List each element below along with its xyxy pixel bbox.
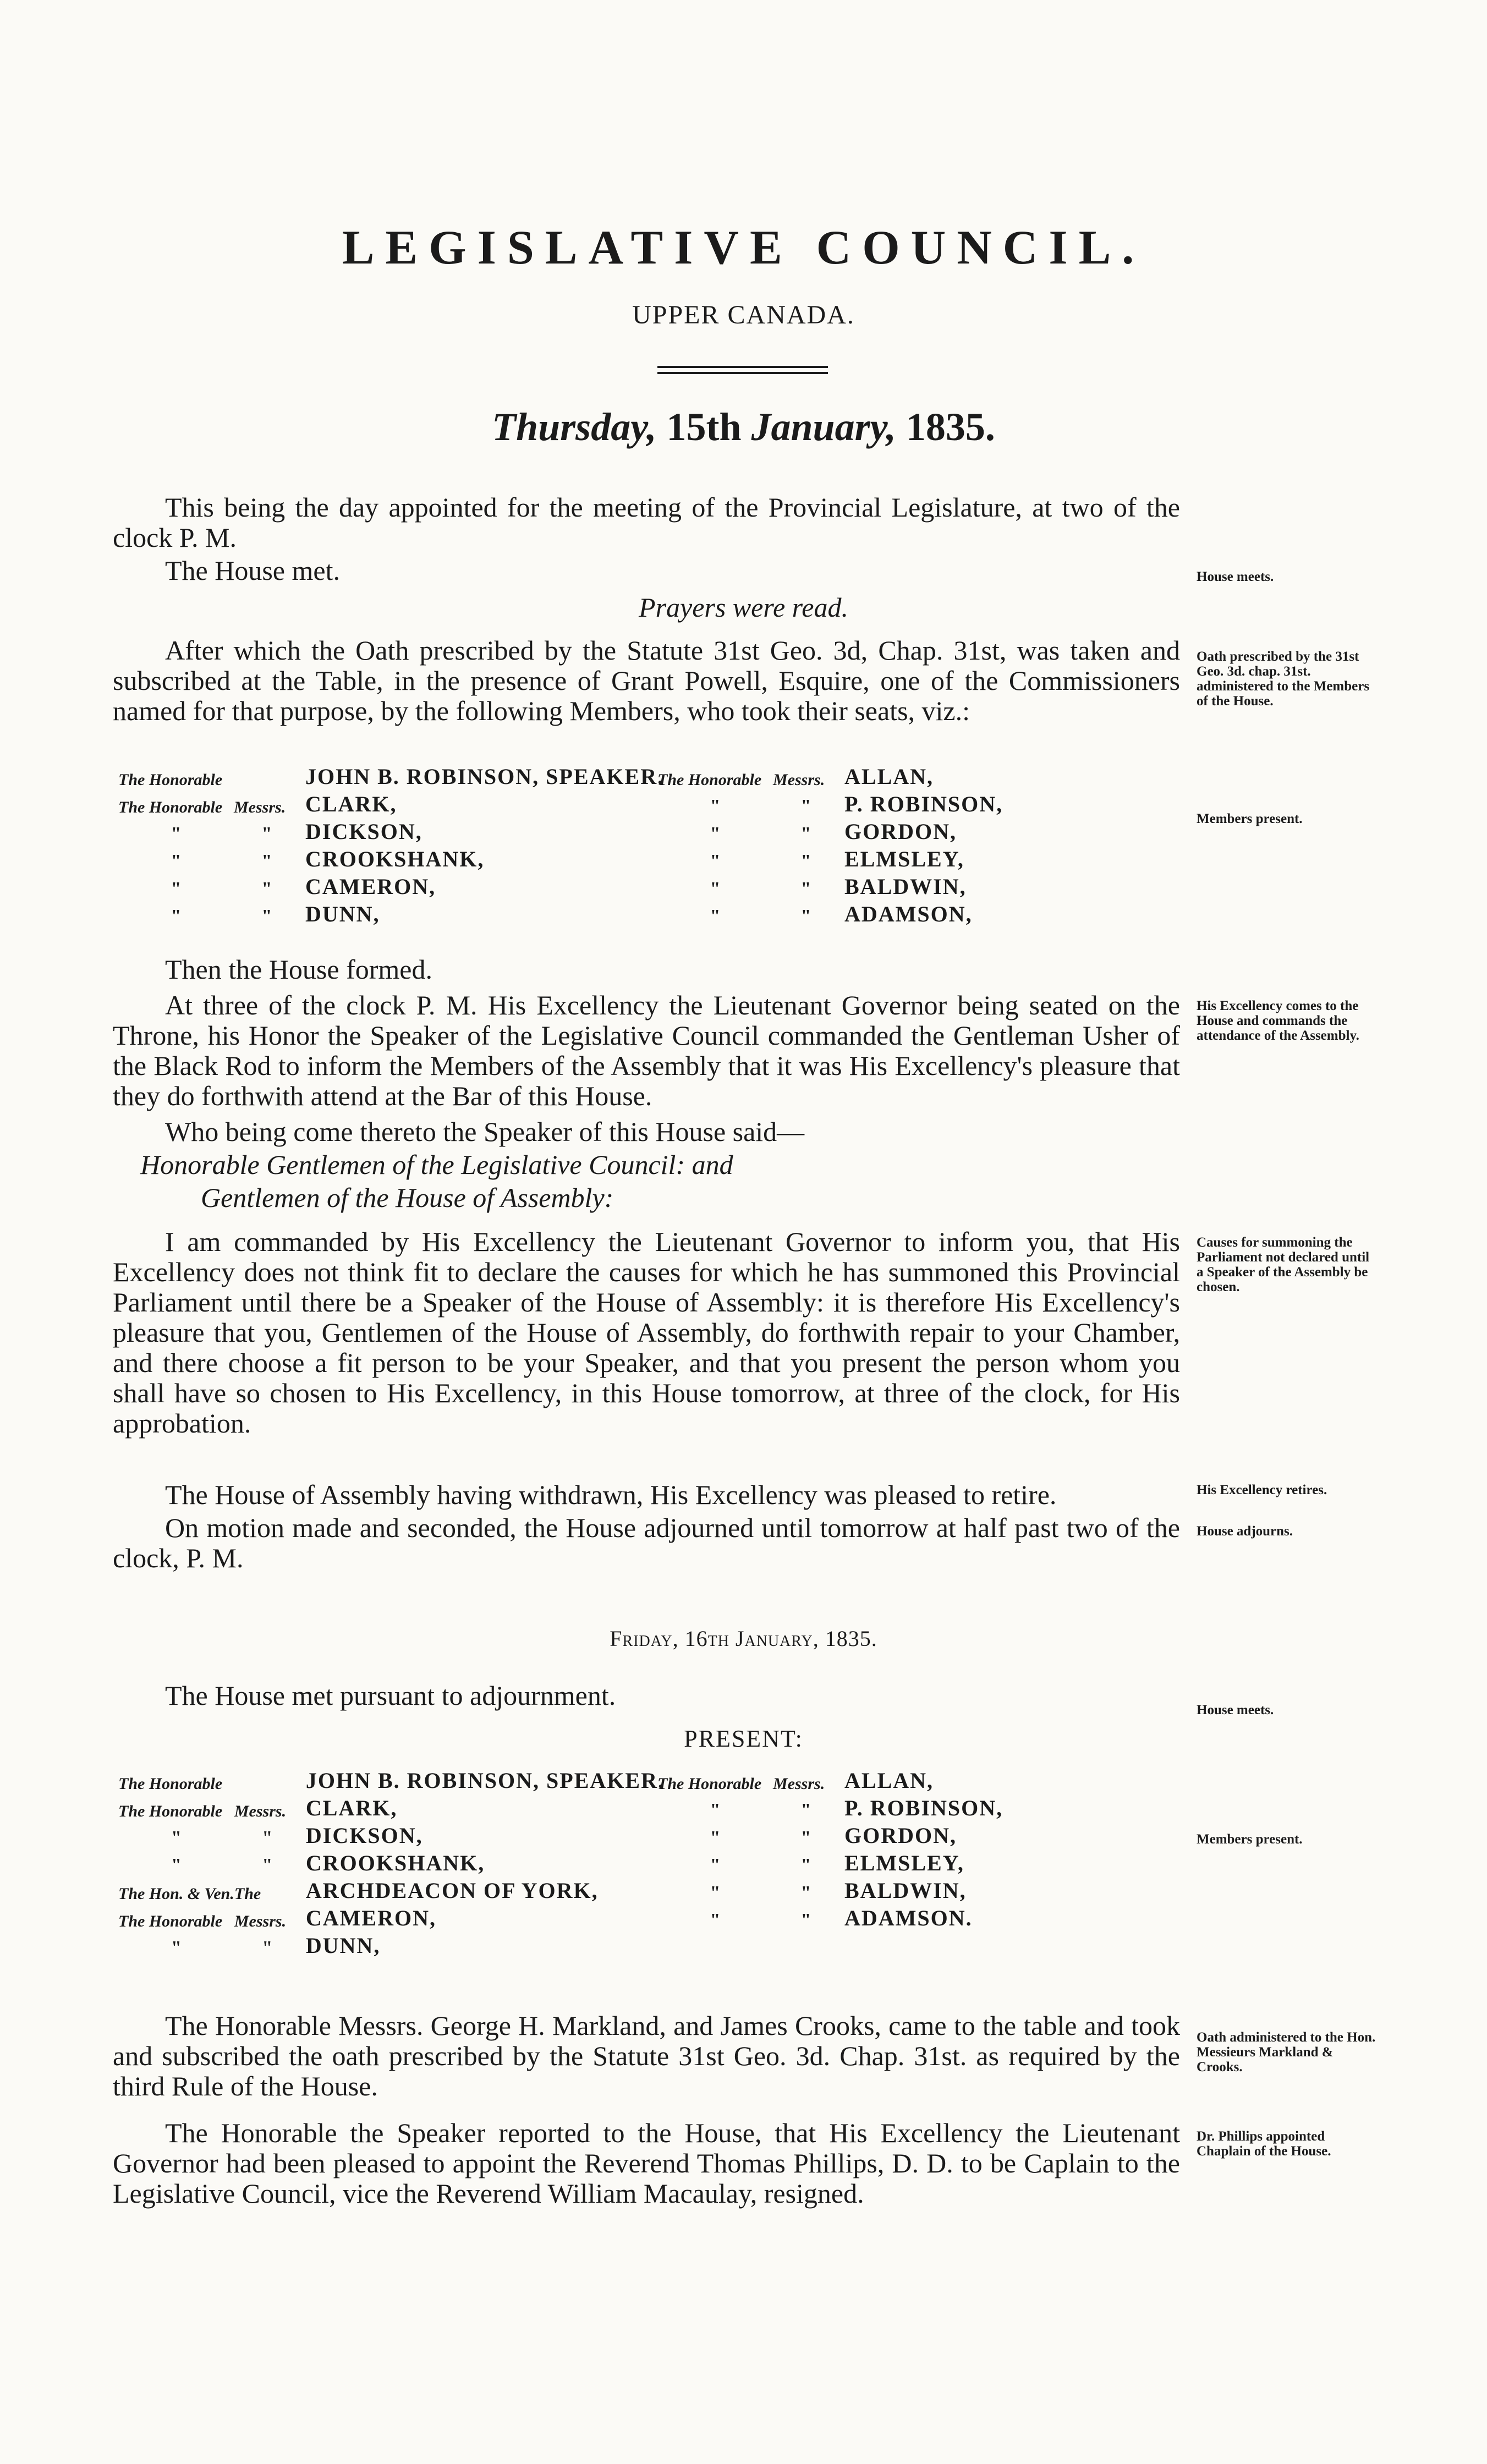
member-honorific: " — [171, 906, 182, 926]
member-honorific: " — [710, 824, 721, 844]
member-name: CAMERON, — [305, 1906, 436, 1930]
member-messrs: " — [261, 851, 272, 871]
member-name: CROOKSHANK, — [305, 1851, 485, 1875]
member-name: DICKSON, — [305, 819, 422, 844]
margin-note-causes: Causes for summoning the Parliament not declared until a Speaker of the Assembly be chosen. — [1197, 1235, 1370, 1294]
margin-note-adjourns: House adjourns. — [1197, 1524, 1293, 1539]
member-messrs: " — [800, 1883, 811, 1903]
margin-note-excellency-comes: His Excellency comes to the House and commands the attendance of the Assembly. — [1197, 998, 1359, 1043]
member-name: P. ROBINSON, — [844, 1796, 1003, 1820]
member-row — [657, 817, 1003, 844]
member-messrs: " — [261, 879, 272, 899]
member-row — [657, 1766, 1003, 1793]
member-messrs: " — [800, 879, 811, 899]
member-honorific: The Honorable — [118, 771, 223, 789]
paragraph-pursuant: The House met pursuant to adjournment. — [165, 1680, 616, 1711]
document-subtitle: UPPER CANADA. — [632, 300, 855, 330]
date-year: 1835. — [906, 405, 995, 449]
member-name: JOHN B. ROBINSON, SPEAKER. — [305, 764, 665, 789]
member-name: ALLAN, — [844, 1768, 934, 1793]
margin-note-phillips: Dr. Phillips appointed Chaplain of the House. — [1197, 2129, 1331, 2159]
member-row — [118, 1793, 665, 1821]
member-row — [118, 789, 664, 817]
member-messrs: " — [800, 1910, 811, 1930]
member-name: ELMSLEY, — [844, 847, 964, 871]
paragraph-markland-crooks: The Honorable Messrs. George H. Markland, and James Crooks, came to the table and took and subscribed the oath prescribed by the Statute 31st Geo. 3d. Chap. 31st. as required by the third Rule of the House. — [113, 2010, 1180, 2101]
member-honorific: The Honorable — [118, 798, 223, 816]
member-row — [118, 1821, 665, 1848]
member-honorific: " — [710, 1883, 721, 1903]
member-messrs: " — [261, 824, 272, 844]
member-row — [657, 1793, 1003, 1821]
members-list-right — [657, 762, 1003, 927]
member-row — [657, 844, 1003, 872]
member-name: DUNN, — [305, 902, 380, 926]
member-honorific: The Honorable — [118, 1775, 223, 1793]
prayers-line: Prayers were read. — [639, 592, 848, 623]
member-name: ADAMSON, — [844, 902, 973, 926]
member-honorific: " — [171, 824, 182, 844]
present-heading: PRESENT: — [684, 1725, 803, 1752]
paragraph-phillips: The Honorable the Speaker reported to the House, that His Excellency the Lieutenant Governor had been pleased to appoint the Reverend Thomas Phillips, D. D. to be Caplain to the Legislative Council, vice the Reverend William Macaulay, resigned. — [113, 2117, 1180, 2209]
margin-note-house-meets: House meets. — [1197, 569, 1274, 584]
member-messrs: " — [800, 1800, 811, 1820]
member-messrs: " — [262, 1855, 273, 1875]
member-row — [118, 844, 664, 872]
member-honorific: " — [710, 879, 721, 899]
member-messrs: " — [262, 1938, 273, 1958]
member-row — [118, 1766, 665, 1793]
margin-note-oath: Oath prescribed by the 31st Geo. 3d. chap. 31st. administered to the Members of the House. — [1197, 649, 1370, 709]
member-row — [657, 789, 1003, 817]
member-messrs: Messrs. — [773, 771, 825, 789]
present-list-left — [118, 1766, 665, 1958]
member-name: GORDON, — [844, 1823, 957, 1848]
member-name: CROOKSHANK, — [305, 847, 485, 871]
date-day: Thursday, — [492, 405, 657, 449]
member-row — [118, 1903, 665, 1931]
member-name: CLARK, — [305, 792, 397, 816]
member-messrs: " — [800, 1855, 811, 1875]
paragraph-oath: After which the Oath prescribed by the Statute 31st Geo. 3d, Chap. 31st, was taken and subscribed at the Table, in the presence of Grant Powell, Esquire, one of the Commissioners named for that purpose, by the following Members, who took their seats, viz.: — [113, 635, 1180, 726]
member-messrs: Messrs. — [773, 1775, 825, 1793]
paragraph-house-formed: Then the House formed. — [165, 954, 432, 985]
member-honorific: " — [171, 879, 182, 899]
margin-note-house-meets-2: House meets. — [1197, 1703, 1274, 1717]
margin-note-members-present-2: Members present. — [1197, 1832, 1303, 1847]
member-honorific: " — [710, 1800, 721, 1820]
member-row — [657, 762, 1003, 789]
date-number: 15th — [666, 405, 742, 449]
paragraph-adjourned: On motion made and seconded, the House adjourned until tomorrow at half past two of the clock, P. M. — [113, 1512, 1180, 1573]
member-honorific: " — [171, 851, 182, 871]
member-name: CLARK, — [305, 1796, 398, 1820]
member-messrs — [234, 762, 300, 789]
members-list-left — [118, 762, 664, 927]
member-name: DUNN, — [305, 1933, 381, 1958]
member-honorific: " — [710, 851, 721, 871]
member-messrs: " — [800, 824, 811, 844]
member-name: JOHN B. ROBINSON, SPEAKER. — [305, 1768, 665, 1793]
title-rule-top — [657, 366, 828, 368]
member-honorific: The Honorable — [657, 1775, 762, 1793]
member-messrs: The — [234, 1885, 261, 1903]
member-row — [657, 1876, 1003, 1903]
member-honorific: " — [710, 1910, 721, 1930]
friday-heading: Friday, 16th January, 1835. — [610, 1626, 877, 1651]
member-name: BALDWIN, — [844, 1878, 967, 1903]
member-name: GORDON, — [844, 819, 957, 844]
member-messrs: " — [800, 851, 811, 871]
member-honorific: " — [171, 1828, 182, 1848]
member-honorific: The Honorable — [118, 1802, 223, 1820]
member-messrs: " — [261, 906, 272, 926]
member-row — [118, 1848, 665, 1876]
member-row — [118, 817, 664, 844]
member-row — [657, 899, 1003, 927]
member-row — [118, 762, 664, 789]
member-honorific: The Honorable — [657, 771, 762, 789]
member-honorific: " — [710, 1855, 721, 1875]
document-title: LEGISLATIVE COUNCIL. — [342, 221, 1145, 275]
member-row — [118, 1876, 665, 1903]
member-messrs: Messrs. — [234, 1802, 287, 1820]
member-messrs: " — [800, 796, 811, 816]
member-name: ARCHDEACON OF YORK, — [305, 1878, 599, 1903]
member-honorific: " — [710, 796, 721, 816]
member-honorific: " — [171, 1855, 182, 1875]
paragraph-speech: I am commanded by His Excellency the Lieutenant Governor to inform you, that His Excellency does not think fit to declare the causes for which he has summoned this Provincial Parliament until there be a Speaker of the House of Assembly: it is therefore His Excellency's pleasure that you, Gentlemen of the House of Assembly, do forthwith repair to your Chamber, and there choose a fit person to be your Speaker, and that you present the person whom you shall have so chosen to His Excellency, in this House tomorrow, at three of the clock, for His approbation. — [113, 1226, 1180, 1439]
paragraph-excellency-retires: The House of Assembly having withdrawn, His Excellency was pleased to retire. — [165, 1479, 1057, 1510]
paragraph-excellency-seated: At three of the clock P. M. His Excellency the Lieutenant Governor being seated on the Throne, his Honor the Speaker of the Legislative Council commanded the Gentleman Usher of the Black Rod to inform the Members of the Assembly that it was His Excellency's pleasure that they do forthwith attend at the Bar of this House. — [113, 990, 1180, 1111]
paragraph-house-met: The House met. — [165, 555, 340, 586]
member-messrs: " — [262, 1828, 273, 1848]
member-messrs — [234, 1766, 300, 1793]
member-row — [657, 1848, 1003, 1876]
member-name: BALDWIN, — [844, 874, 967, 899]
address-line-1: Honorable Gentlemen of the Legislative Council: and — [140, 1149, 733, 1180]
member-honorific: " — [710, 906, 721, 926]
member-row — [657, 1903, 1003, 1931]
member-messrs: " — [800, 906, 811, 926]
member-honorific: The Honorable — [118, 1912, 223, 1930]
member-name: ELMSLEY, — [844, 1851, 964, 1875]
member-name: ADAMSON. — [844, 1906, 973, 1930]
member-name: P. ROBINSON, — [844, 792, 1003, 816]
member-name: DICKSON, — [305, 1823, 423, 1848]
paragraph-appointed-day: This being the day appointed for the meeting of the Provincial Legislature, at two of the clock P. M. — [113, 492, 1180, 553]
member-name: CAMERON, — [305, 874, 436, 899]
member-row — [118, 872, 664, 899]
member-messrs: Messrs. — [234, 1912, 287, 1930]
present-list-right — [657, 1766, 1003, 1931]
date-month: January, — [751, 405, 896, 449]
member-row — [657, 872, 1003, 899]
member-row — [657, 1821, 1003, 1848]
member-honorific: " — [710, 1828, 721, 1848]
member-honorific: " — [171, 1938, 182, 1958]
margin-note-oath-2: Oath administered to the Hon. Messieurs Markland & Crooks. — [1197, 2030, 1376, 2075]
paragraph-speaker-said: Who being come thereto the Speaker of this House said— — [165, 1116, 805, 1147]
member-row — [118, 1931, 665, 1958]
margin-note-retires: His Excellency retires. — [1197, 1483, 1327, 1497]
address-line-2: Gentlemen of the House of Assembly: — [201, 1182, 614, 1213]
date-heading — [0, 404, 1487, 450]
member-messrs: Messrs. — [234, 798, 286, 816]
margin-note-members-present: Members present. — [1197, 811, 1303, 826]
member-row — [118, 899, 664, 927]
member-name: ALLAN, — [844, 764, 934, 789]
title-rule-bottom — [657, 372, 828, 374]
member-messrs: " — [800, 1828, 811, 1848]
member-honorific: The Hon. & Ven. — [118, 1885, 234, 1903]
